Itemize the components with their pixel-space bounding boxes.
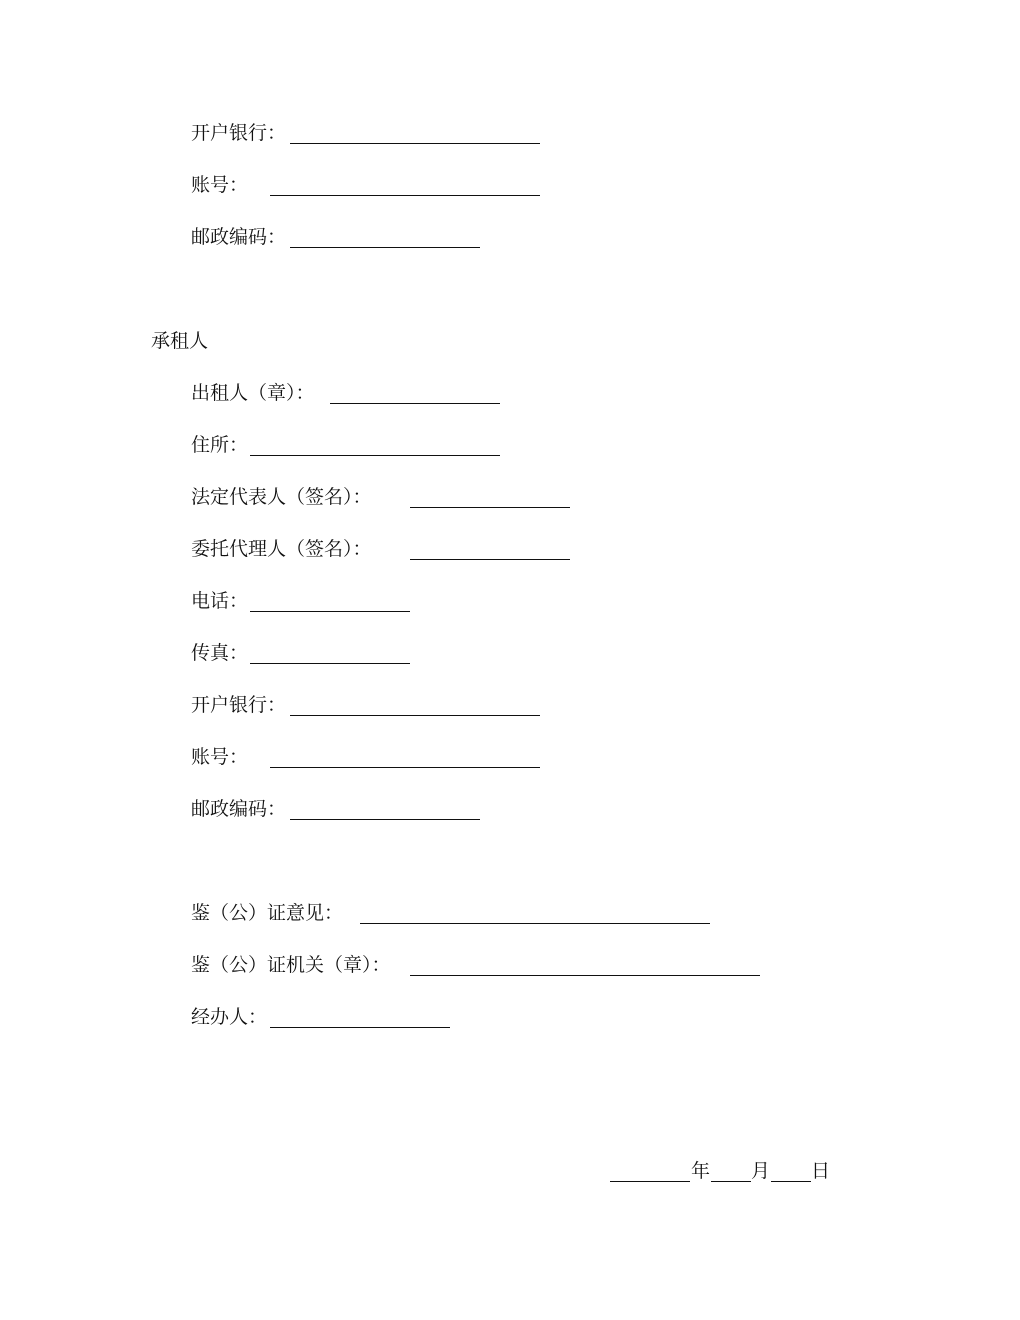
phone-blank[interactable]	[250, 611, 410, 612]
lessor-seal-label: 出租人（章）：	[191, 382, 315, 404]
month-label: 月	[751, 1160, 771, 1182]
notary-opinion-blank[interactable]	[360, 923, 710, 924]
month-blank-wrap	[711, 1158, 751, 1184]
year-label: 年	[691, 1160, 711, 1182]
day-label: 日	[811, 1160, 831, 1182]
phone-label: 电话：	[191, 590, 249, 612]
bank-blank[interactable]	[290, 143, 540, 144]
lessee-postcode-blank[interactable]	[290, 819, 480, 820]
bank-label: 开户银行：	[191, 122, 287, 144]
lessor-seal-blank[interactable]	[330, 403, 500, 404]
lessee-postcode-label: 邮政编码：	[191, 798, 287, 820]
lessee-account-label: 账号：	[191, 746, 249, 768]
notary-authority-blank[interactable]	[410, 975, 760, 976]
legal-rep-label: 法定代表人（签名）：	[191, 486, 372, 508]
notary-authority-label: 鉴（公）证机关（章）：	[191, 954, 391, 976]
account-label: 账号：	[191, 174, 249, 196]
month-blank[interactable]	[711, 1181, 751, 1182]
agent-label: 委托代理人（签名）：	[191, 538, 372, 560]
fax-label: 传真：	[191, 642, 249, 664]
agent-blank[interactable]	[410, 559, 570, 560]
handler-label: 经办人：	[191, 1006, 268, 1028]
address-blank[interactable]	[250, 455, 500, 456]
notary-opinion-label: 鉴（公）证意见：	[191, 902, 344, 924]
year-blank-wrap	[610, 1158, 690, 1184]
address-label: 住所：	[191, 434, 249, 456]
lessee-bank-label: 开户银行：	[191, 694, 287, 716]
account-blank[interactable]	[270, 195, 540, 196]
day-blank[interactable]	[771, 1181, 811, 1182]
lessee-heading: 承租人	[151, 330, 209, 352]
day-blank-wrap	[771, 1158, 811, 1184]
lessee-account-blank[interactable]	[270, 767, 540, 768]
year-blank[interactable]	[610, 1181, 690, 1182]
legal-rep-blank[interactable]	[410, 507, 570, 508]
postcode-label: 邮政编码：	[191, 226, 287, 248]
fax-blank[interactable]	[250, 663, 410, 664]
lessee-bank-blank[interactable]	[290, 715, 540, 716]
postcode-blank[interactable]	[290, 247, 480, 248]
handler-blank[interactable]	[270, 1027, 450, 1028]
